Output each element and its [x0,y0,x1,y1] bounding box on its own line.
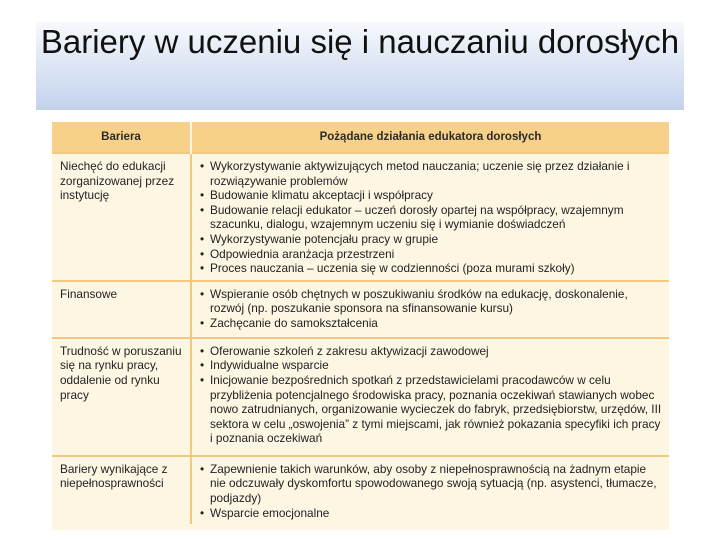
barrier-text: Niechęć do edukacji zorganizowanej przez instytucję [60,159,175,203]
actions-list [200,159,663,276]
barrier-cell [52,153,191,281]
actions-list [200,287,663,331]
actions-cell [191,338,669,456]
barrier-text: Trudność w poruszaniu się na rynku pracy, oddalenie od rynku pracy [60,343,182,402]
header-actions: Pożądane działania edukatora dorosłych [191,122,669,153]
barrier-cell [52,338,191,456]
list-item: • Budowanie klimatu akceptacji i współpracy [200,188,663,203]
actions-cell [191,456,669,524]
slide-title: Bariery w uczeniu się i nauczaniu dorosłych [40,23,680,60]
list-item: • Wsparcie emocjonalne [200,506,663,521]
table-row [52,281,669,338]
actions-list [200,462,663,520]
list-item: • Wspieranie osób chętnych w poszukiwaniu środków na edukację, doskonalenie, rozwój (np. poszukanie sponsora na sfinansowanie kursu) [200,287,663,316]
barrier-text: Finansowe [60,286,118,301]
table-header-row [52,122,669,153]
actions-cell [191,153,669,281]
table-row [52,456,669,524]
list-item: • Oferowanie szkoleń z zakresu aktywizacji zawodowej [200,344,663,359]
list-item: • Odpowiednia aranżacja przestrzeni [200,247,663,262]
table-row [52,153,669,281]
list-item: • Wykorzystywanie potencjału pracy w grupie [200,232,663,247]
list-item: • Budowanie relacji edukator – uczeń dorosły opartej na współpracy, wzajemnym szacunku, dialogu, wzajemnym uczeniu się i wymianie doświadczeń [200,203,663,232]
table-row [52,338,669,456]
barrier-text: Bariery wynikające z niepełnosprawności [60,461,168,491]
list-item: • Zachęcanie do samokształcenia [200,316,663,331]
barriers-table [52,122,669,530]
list-item: • Inicjowanie bezpośrednich spotkań z przedstawicielami pracodawców w celu przybliżenia potencjalnego środowiska pracy, poznania oczekiwań stawianych wobec nowo zatrudnianych, organizowanie wycieczek do fabryk, przedsiębiorstw, urzędów, III sektora w celu „oswojenia” z tymi miejscami, jak również pokazania specyfiki ich pracy i poznania oczekiwań [200,373,663,446]
list-item: • Proces nauczania – uczenia się w codzienności (poza murami szkoły) [200,261,663,276]
list-item: • Zapewnienie takich warunków, aby osoby z niepełnosprawnością na żadnym etapie nie odczuwały dyskomfortu spowodowanego swoją sytuacją (np. asystenci, tłumacze, podjazdy) [200,462,663,506]
list-item: • Wykorzystywanie aktywizujących metod nauczania; uczenie się przez działanie i rozwiązywanie problemów [200,159,663,188]
barrier-cell [52,281,191,338]
table [52,122,669,524]
actions-cell [191,281,669,338]
header-barrier: Bariera [52,122,191,153]
list-item: • Indywidualne wsparcie [200,358,663,373]
actions-list [200,344,663,446]
barrier-cell [52,456,191,524]
